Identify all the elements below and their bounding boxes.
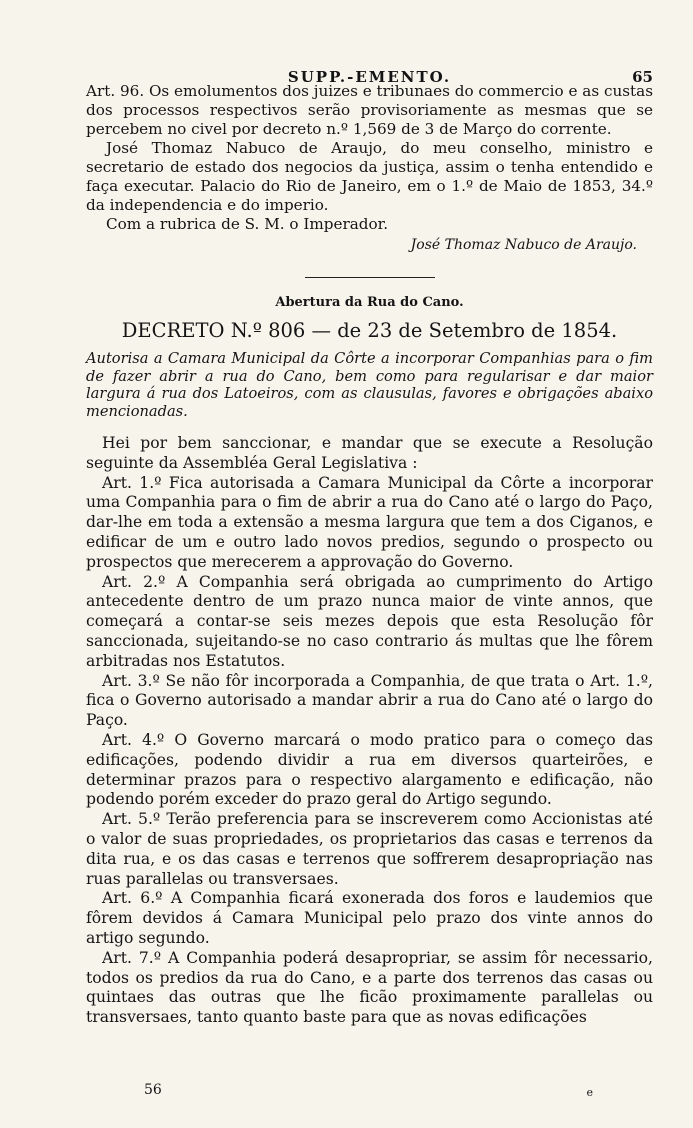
decree-title: DECRETO N.º 806 — de 23 de Setembro de 1854. [121,319,618,342]
section-divider [305,277,435,278]
article-2: Art. 2.º A Companhia será obrigada ao cumprimento do Artigo antecedente dentro de um prazo nunca maior de vinte annos, que começará a contar-se seis mezes depois que esta Resolução fôr sanccionada, sujeitando-se no caso contrario ás multas que lhe fôrem arbitradas nos Estatutos. [86,572,653,670]
decree-body [86,434,653,1028]
previous-decree-end [86,82,653,255]
article-5: Art. 5.º Terão preferencia para se inscreverem como Accionistas até o valor de suas propriedades, os proprietarios das casas e terrenos da dita rua, e os das casas e terrenos que soffrerem desapropriação nas ruas parallelas ou transversaes. [86,810,653,888]
article-1: Art. 1.º Fica autorisada a Camara Municipal da Côrte a incorporar uma Companhia para o fim de abrir a rua do Cano até o largo do Paço, dar-lhe em toda a extensão a mesma largura que tem a dos Ciganos, e edificar de um e outro lado novos predios, segundo o prospecto ou prospectos que merecerem a approvação do Governo. [86,473,653,571]
article-4: Art. 4.º O Governo marcará o modo pratico para o começo das edificações, podendo dividir a rua em diversos quarteirões, e determinar prazos para o respectivo alargamento e edificação, não podendo porém exceder do prazo geral do Artigo segundo. [86,730,653,809]
article-3: Art. 3.º Se não fôr incorporada a Companhia, de que trata o Art. 1.º, fica o Governo autorisado a mandar abrir a rua do Cano até o largo do Paço. [86,671,653,730]
decree-summary: Autorisa a Camara Municipal da Côrte a incorporar Companhias para o fim de fazer abrir a rua do Cano, bem como para regularisar e dar maior largura á rua dos Latoeiros, com as clausulas, favores e obrigações abaixo mencionadas. [86,350,653,420]
enacting-clause: Hei por bem sanccionar, e mandar que se execute a Resolução seguinte da Assembléa Geral Legislativa : [86,434,653,472]
page-number: 65 [632,68,653,86]
running-title: SUPP.-EMENTO. [287,68,452,86]
article-6: Art. 6.º A Companhia ficará exonerada dos foros e laudemios que fôrem devidos á Camara Municipal pelo prazo dos vinte annos do artigo segundo. [86,889,653,947]
decree-subject-heading: Abertura da Rua do Cano. [275,295,464,310]
signature-mark: 56 [144,1082,162,1098]
running-head [86,58,653,86]
closing-formula: José Thomaz Nabuco de Araujo, do meu conselho, ministro e secretario de estado dos negocios da justiça, assim o tenha entendido e faça executar. Palacio do Rio de Janeiro, em o 1.º de Maio de 1853, 34.º da independencia e do imperio. [86,139,653,214]
article-96: Art. 96. Os emolumentos dos juizes e tribunaes do commercio e as custas dos processos respectivos serão provisoriamente as mesmas que se percebem no civel por decreto n.º 1,569 de 3 de Março do corrente. [86,82,653,138]
imperial-rubric: Com a rubrica de S. M. o Imperador. [106,215,389,233]
minister-signature: José Thomaz Nabuco de Araujo. [410,237,637,253]
article-7: Art. 7.º A Companhia poderá desapropriar, se assim fôr necessario, todos os predios da rua do Cano, e a parte dos terrenos das casas ou quintaes das outras que lhe ficão proximamente parallelas ou transversaes, tanto quanto baste para que as novas edificações [86,948,653,1027]
page-footer [86,1082,653,1102]
catchword: e [586,1086,593,1099]
